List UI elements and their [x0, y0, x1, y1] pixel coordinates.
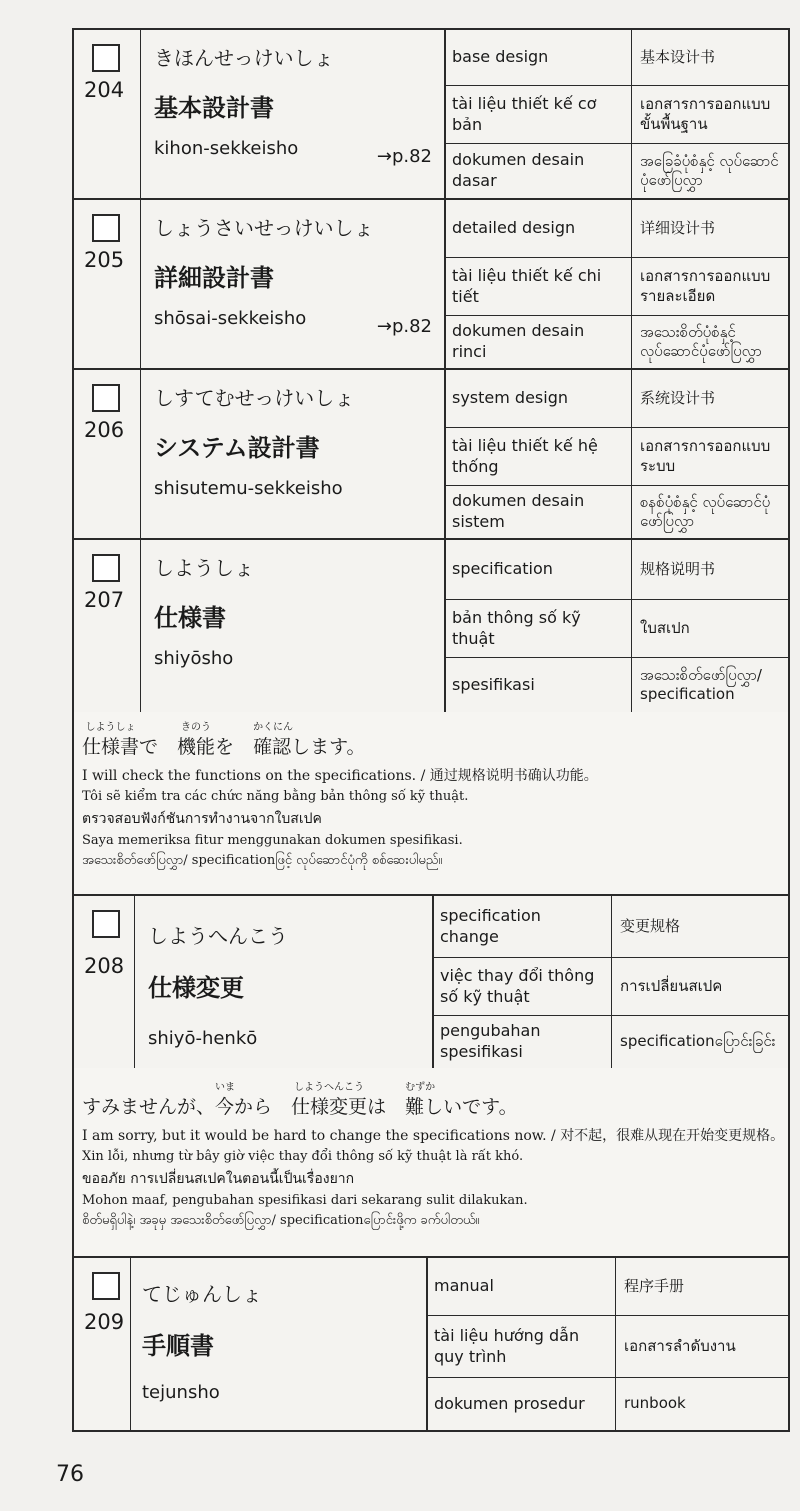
translation-left: specification: [444, 540, 632, 599]
example-translation-en-zh: I will check the functions on the specifications. / 通过规格说明书确认功能。: [82, 768, 598, 784]
romaji-reading: shisutemu-sekkeisho: [154, 478, 343, 499]
romaji-reading: kihon-sekkeisho: [154, 138, 299, 159]
translation-row: [426, 1378, 788, 1430]
translation-row: [444, 200, 788, 258]
translation-row: [444, 370, 788, 428]
translation-right: စနစ်ပုံစံနှင့် လုပ်ဆောင်ပုံဖော်ပြလွှာ: [640, 492, 771, 530]
kanji-term: 仕様変更: [148, 974, 244, 1002]
study-checkbox[interactable]: [92, 554, 120, 582]
translation-row: [432, 958, 788, 1016]
romaji-reading: shōsai-sekkeisho: [154, 308, 307, 329]
example-sentence-block: [72, 712, 790, 896]
translation-right: เอกสารการออกแบบระบบ: [640, 437, 771, 475]
translation-right: 系统设计书: [640, 388, 716, 407]
example-translation-th: ขออภัย การเปลี่ยนสเปคในตอนนี้เป็นเรื่องยาก: [82, 1171, 355, 1188]
translation-right: အသေးစိတ်ပုံစံနှင့် လုပ်ဆောင်ပုံဖော်ပြလွှာ: [640, 322, 762, 360]
example-translation-my: စိတ်မရှိပါနဲ့၊ အခုမှ အသေးစိတ်ဖော်ပြလွှာ/ specificationပြောင်းဖို့က ခက်ပါတယ်။: [82, 1213, 480, 1229]
kanji-term: 仕様書: [154, 604, 226, 632]
translation-row: [432, 896, 788, 958]
translation-row: [432, 1016, 788, 1068]
kana-reading: しようしょ: [154, 556, 254, 580]
vocab-entry-209: [72, 1256, 790, 1432]
example-translation-id: Saya memeriksa fitur menggunakan dokumen spesifikasi.: [82, 832, 463, 848]
translation-left: dokumen desain rinci: [444, 316, 632, 368]
translation-row: [426, 1316, 788, 1378]
translations-grid: [444, 200, 788, 368]
translation-left: pengubahan spesifikasi: [432, 1016, 612, 1068]
translation-right: 规格说明书: [640, 559, 716, 578]
translation-left: system design: [444, 370, 632, 427]
vocab-entry-208: [72, 894, 790, 1070]
entry-number: 206: [84, 418, 125, 442]
romaji-reading: shiyō-henkō: [148, 1028, 258, 1049]
translation-left: dokumen prosedur: [426, 1378, 616, 1430]
number-column: [74, 200, 141, 368]
translation-row: [444, 486, 788, 538]
kanji-term: システム設計書: [154, 434, 320, 462]
translation-right: เอกสารการออกแบบรายละเอียด: [640, 267, 771, 305]
translation-row: [444, 540, 788, 600]
entry-number: 207: [84, 588, 125, 612]
example-translation-id: Mohon maaf, pengubahan spesifikasi dari sekarang sulit dilakukan.: [82, 1192, 528, 1208]
entry-number: 204: [84, 78, 125, 102]
kanji-term: 手順書: [142, 1332, 214, 1360]
study-checkbox[interactable]: [92, 384, 120, 412]
example-translation-vi: Xin lỗi, nhưng từ bây giờ việc thay đổi thông số kỹ thuật là rất khó.: [82, 1149, 524, 1165]
translation-right: ใบสเปก: [640, 618, 690, 637]
translation-row: [444, 600, 788, 658]
number-column: [74, 896, 135, 1068]
example-japanese: 仕様書 しようしょ で 機能 きのう を 確認 かくにん します。: [82, 722, 366, 758]
translation-right: การเปลี่ยนสเปค: [620, 976, 723, 995]
entry-main: [74, 30, 446, 198]
translation-row: [444, 144, 788, 198]
translation-left: tài liệu thiết kế cơ bản: [444, 86, 632, 143]
vocab-entry-204: [72, 28, 790, 200]
number-column: [74, 370, 141, 538]
page-reference: →p.82: [376, 316, 432, 337]
romaji-reading: tejunsho: [142, 1382, 220, 1403]
translation-left: spesifikasi: [444, 658, 632, 712]
translation-right: เอกสารลำดับงาน: [624, 1336, 736, 1355]
translation-left: tài liệu thiết kế chi tiết: [444, 258, 632, 315]
translation-left: base design: [444, 30, 632, 85]
vocab-entry-206: [72, 368, 790, 540]
translation-row: [444, 86, 788, 144]
example-translation-vi: Tôi sẽ kiểm tra các chức năng bằng bản thông số kỹ thuật.: [82, 789, 469, 805]
study-checkbox[interactable]: [92, 1272, 120, 1300]
study-checkbox[interactable]: [92, 910, 120, 938]
translation-left: tài liệu hướng dẫn quy trình: [426, 1316, 616, 1377]
number-column: [74, 30, 141, 198]
translation-left: specification change: [432, 896, 612, 957]
translation-left: tài liệu thiết kế hệ thống: [444, 428, 632, 485]
kana-reading: てじゅんしょ: [142, 1282, 262, 1306]
translation-right: specificationပြောင်းခြင်း: [620, 1032, 776, 1051]
number-column: [74, 540, 141, 712]
study-checkbox[interactable]: [92, 44, 120, 72]
kana-reading: きほんせっけいしょ: [154, 46, 334, 70]
example-sentence-block: [72, 1068, 790, 1258]
translation-left: dokumen desain sistem: [444, 486, 632, 538]
entry-number: 205: [84, 248, 125, 272]
translation-right: 详细设计书: [640, 218, 716, 237]
number-column: [74, 1258, 131, 1430]
entry-number: 209: [84, 1310, 125, 1334]
translation-row: [444, 316, 788, 368]
translation-right: 基本设计书: [640, 47, 716, 66]
entry-main: [74, 1258, 428, 1430]
translation-row: [444, 258, 788, 316]
kana-reading: しすてむせっけいしょ: [154, 386, 355, 410]
study-checkbox[interactable]: [92, 214, 120, 242]
entry-main: [74, 896, 434, 1068]
translations-grid: [444, 540, 788, 712]
romaji-reading: shiyōsho: [154, 648, 234, 669]
entry-main: [74, 200, 446, 368]
example-translation-th: ตรวจสอบฟังก์ชันการทำงานจากใบสเปค: [82, 811, 322, 828]
translation-left: bản thông số kỹ thuật: [444, 600, 632, 657]
kanji-term: 基本設計書: [154, 94, 274, 122]
translations-grid: [444, 30, 788, 198]
example-translation-my: အသေးစိတ်ဖော်ပြလွှာ/ specificationဖြင့် လုပ်ဆောင်ပုံကို စစ်ဆေးပါမည်။: [82, 853, 443, 869]
translation-row: [444, 658, 788, 712]
translations-grid: [426, 1258, 788, 1430]
translation-right: အခြေခံပုံစံနှင့် လုပ်ဆောင်ပုံဖော်ပြလွှာ: [640, 151, 779, 189]
page-number: 76: [56, 1462, 84, 1487]
translation-right: 变更规格: [620, 916, 681, 935]
vocab-entry-205: [72, 198, 790, 370]
translation-row: [444, 30, 788, 86]
translation-right: 程序手册: [624, 1276, 685, 1295]
kana-reading: しようへんこう: [148, 924, 288, 948]
entry-main: [74, 370, 446, 538]
translation-row: [444, 428, 788, 486]
translation-left: việc thay đổi thông số kỹ thuật: [432, 958, 612, 1015]
example-japanese: すみませんが、今 いま から 仕様変更 しようへんこう は 難 むずか しいです。: [82, 1082, 518, 1118]
page-reference: →p.82: [376, 146, 432, 167]
kanji-term: 詳細設計書: [154, 264, 274, 292]
translations-grid: [444, 370, 788, 538]
vocab-entry-207: [72, 538, 790, 714]
translation-right: အသေးစိတ်ဖော်ပြလွှာ/ specification: [640, 665, 762, 703]
translation-right: เอกสารการออกแบบขั้นพื้นฐาน: [640, 95, 771, 133]
translation-left: manual: [426, 1258, 616, 1315]
entry-main: [74, 540, 446, 712]
translation-row: [426, 1258, 788, 1316]
translations-grid: [432, 896, 788, 1068]
example-translation-en-zh: I am sorry, but it would be hard to change the specifications now. / 对不起，很难从现在开始变更规格。: [82, 1128, 785, 1144]
translation-left: detailed design: [444, 200, 632, 257]
kana-reading: しょうさいせっけいしょ: [154, 216, 374, 240]
translation-left: dokumen desain dasar: [444, 144, 632, 198]
entry-number: 208: [84, 954, 125, 978]
translation-right: runbook: [624, 1394, 686, 1413]
